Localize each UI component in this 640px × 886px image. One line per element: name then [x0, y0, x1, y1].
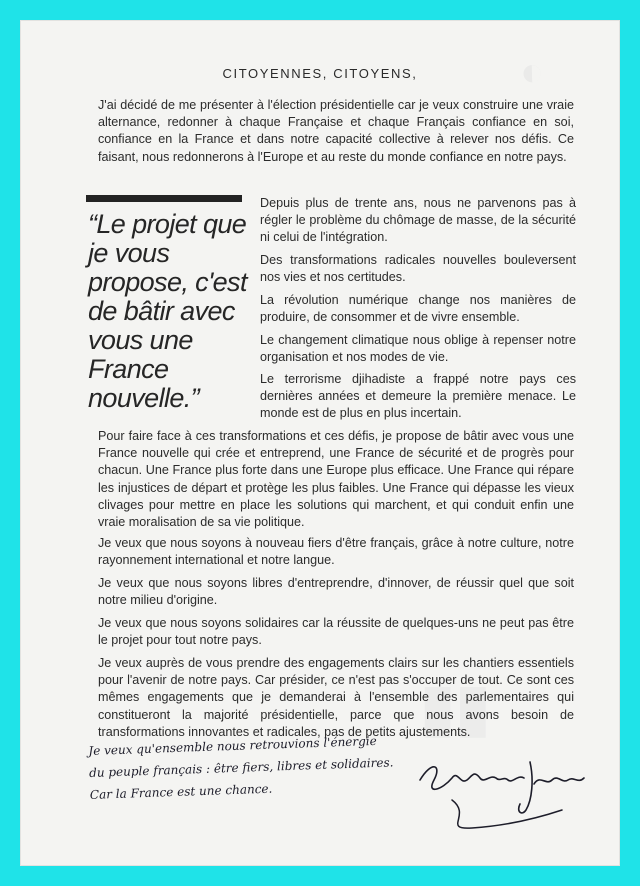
right-column-paragraph: Le changement climatique nous oblige à repenser notre organisation et nos modes de vie.: [260, 333, 576, 365]
right-column-paragraph: Depuis plus de trente ans, nous ne parvenons pas à régler le problème du chômage de masse, de la sécurité ni celui de l'intégration.: [260, 196, 576, 245]
show-through-mark: ▮▮: [420, 671, 491, 743]
pull-quote: “Le projet que je vous propose, c'est de bâtir avec vous une France nouvelle.”: [88, 209, 247, 413]
body-paragraph: Pour faire face à ces transformations et ces défis, je propose de bâtir avec vous une France nouvelle qui crée et entreprend, une France de sécurité et de progrès pour chacun. Une France plus forte dans une Europe plus efficace. Une France qui répare les injustices de départ et protège les plus faibles. Une France qui dépasse les vieux clivages pour mettre en place les solutions qui marchent, et qui conduit enfin une vraie moralisation de sa vie politique.: [98, 429, 574, 530]
quote-rule: [86, 195, 242, 202]
handwritten-line: Car la France est une chance.: [89, 781, 273, 802]
handwritten-line: Je veux qu'ensemble nous retrouvions l'énergie: [88, 733, 377, 758]
body-paragraph: Je veux que nous soyons libres d'entreprendre, d'innover, de réussir quel que soit notre milieu d'origine.: [98, 576, 574, 608]
right-column-paragraph: Des transformations radicales nouvelles bouleversent nos vies et nos certitudes.: [260, 253, 576, 285]
body-paragraph: Je veux que nous soyons solidaires car la réussite de quelques-uns ne peut pas être le projet pour tout notre pays.: [98, 616, 574, 648]
letter-page: [20, 20, 620, 866]
intro-paragraph: J'ai décidé de me présenter à l'élection présidentielle car je veux construire une vraie alternance, redonner à chaque Française et chaque Français confiance en soi, confiance en la France et dans notre capacité collective à relever nos défis. Ce faisant, nous redonnerons à l'Europe et au reste du monde confiance en notre pays.: [98, 98, 574, 164]
right-column-paragraph: La révolution numérique change nos manières de produire, de consommer et de vivre ensemble.: [260, 293, 576, 325]
right-column-paragraph: Le terrorisme djihadiste a frappé notre pays ces dernières années et demeure la première menace. Le monde est de plus en plus incertain.: [260, 372, 576, 421]
body-paragraph: Je veux auprès de vous prendre des engagements clairs sur les chantiers essentiels pour l'avenir de notre pays. Car présider, ce n'est pas s'occuper de tout. Ce sont ces mêmes engagements que je demanderai à l'ensemble des parlementaires qui constitueront la majorité présidentielle, parce que nous avons besoin de transformations innovantes et radicales, pas de petits ajustements.: [98, 656, 574, 739]
signature: [412, 740, 592, 840]
handwritten-line: du peuple français : être fiers, libres et solidaires.: [88, 755, 394, 780]
letter-heading: CITOYENNES, CITOYENS,: [222, 66, 418, 81]
show-through-mark: ◐: [520, 50, 545, 94]
body-paragraph: Je veux que nous soyons à nouveau fiers d'être français, grâce à notre culture, notre rayonnement international et notre langue.: [98, 536, 574, 568]
handwritten-note: [88, 730, 394, 806]
